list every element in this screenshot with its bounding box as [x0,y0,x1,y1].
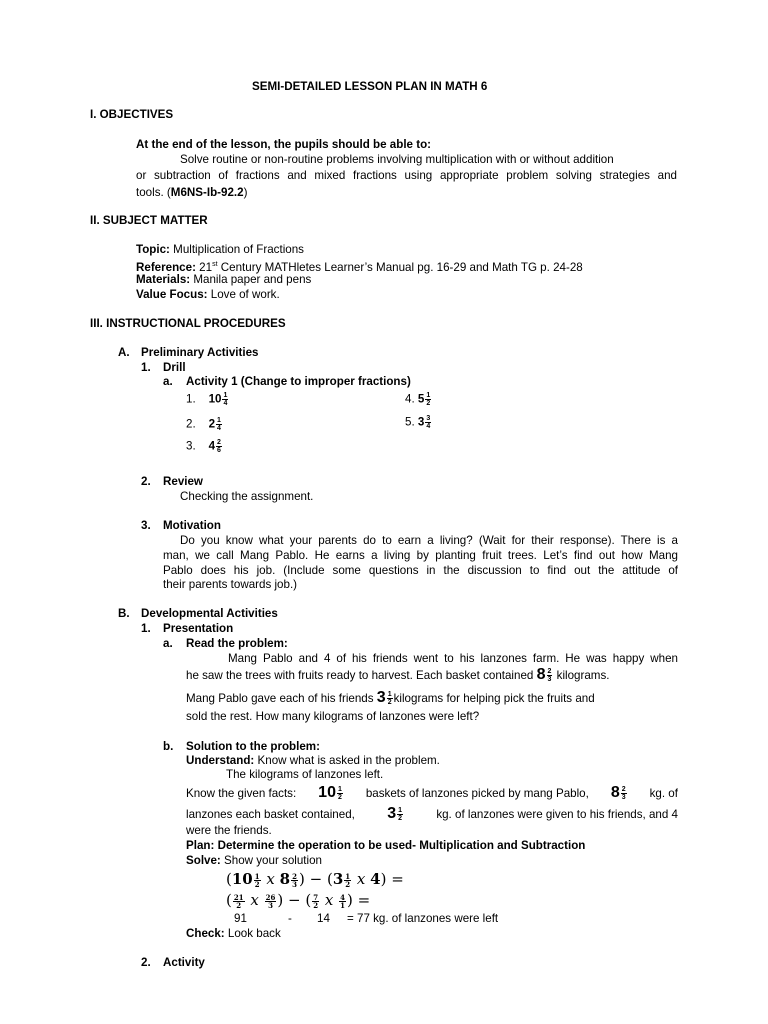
fraction: $\frac{1}{2}$ [387,691,392,707]
understand-label: Understand: [186,754,255,767]
activity-num: 2. [141,956,151,969]
reference-sup: st [212,261,218,268]
drill-item-fraction: $\frac{1}{4}$ [217,417,221,432]
facts-line-2b: kg. of lanzones were given to his friends, and 4 [436,807,678,821]
subject-matter-heading: II. SUBJECT MATTER [90,214,208,227]
topic-value: Multiplication of Fractions [173,243,304,256]
drill-num: 1. [141,361,151,374]
activity1-label: a. [163,375,173,388]
drill-title: Drill [163,361,186,374]
equation-line-2: ( $\frac{21}{2}$ x $\frac{26}{3}$ ) − ( $\frac{7}{2}$ x $\frac{4}{1}$ ) = [226,891,371,910]
objectives-line-3-pre: tools. ( [136,186,171,199]
result-a: 91 [234,912,247,925]
drill-item-1 [186,392,229,407]
objectives-line-3-post: ) [243,186,248,199]
drill-item-num: 2. [186,417,196,431]
objectives-line-1: Solve routine or non-routine problems involving multiplication with or without addition [180,153,614,166]
drill-item-whole: 2 [208,417,216,431]
drill-item-num: 3. [186,439,196,453]
drill-item-fraction: $\frac{1}{4}$ [223,392,228,407]
topic-label: Topic: [136,243,170,256]
drill-item-num: 4. [405,392,415,406]
review-title: Review [163,475,203,488]
motivation-line-1: Do you know what your parents do to earn a living? (Wait for their response). There is a [180,534,678,547]
problem-line-2a: he saw the trees with fruits ready to harvest. Each basket contained [186,669,534,682]
objectives-code: M6NS-Ib-92.2 [170,186,244,199]
mixed-whole: 3 [376,689,386,706]
problem-line-3a: Mang Pablo gave each of his friends [186,692,374,705]
solve-text: Show your solution [224,854,322,867]
check-line [186,927,281,941]
plan-line: Plan: Determine the operation to be used- Multiplication and Subtraction [186,839,586,852]
objectives-intro: At the end of the lesson, the pupils should be able to: [136,138,432,151]
drill-item-fraction: $\frac{1}{2}$ [426,392,431,407]
section-b-title: Developmental Activities [141,607,278,620]
problem-line-4: sold the rest. How many kilograms of lanzones were left? [186,710,480,723]
drill-item-3 [186,439,223,454]
review-text: Checking the assignment. [180,490,314,503]
motivation-line-3: Pablo does his job. (Include some questions in the discussion to find out the attitude of [163,564,678,577]
mixed-whole: 8 [610,784,620,801]
equation-line-1: (10 $\frac{1}{2}$ x 8 $\frac{2}{3}$ ) − (3 $\frac{1}{2}$ x 4) = [226,870,404,889]
section-a-title: Preliminary Activities [141,346,259,359]
facts-line-1b: baskets of lanzones picked by mang Pablo, [365,786,589,800]
problem-line-1: Mang Pablo and 4 of his friends went to his lanzones farm. He was happy when [228,652,678,665]
drill-item-whole: 5 [417,392,425,406]
drill-item-num: 5. [405,415,415,429]
objectives-line-3 [136,186,247,200]
understand-text: Know what is asked in the problem. [257,754,440,767]
check-text: Look back [227,927,281,940]
drill-item-4 [405,392,432,407]
drill-item-whole: 4 [208,439,216,453]
check-label: Check: [186,927,225,940]
review-num: 2. [141,475,151,488]
fraction: $\frac{1}{2}$ [337,786,342,802]
drill-item-fraction: $\frac{2}{6}$ [217,439,221,454]
reference-value: Century MATHletes Learner’s Manual pg. 16-29 and Math TG p. 24-28 [220,260,583,274]
result-text: = 77 kg. of lanzones were left [347,912,499,925]
presentation-title: Presentation [163,622,234,635]
value-label: Value Focus: [136,288,208,301]
page-title: SEMI-DETAILED LESSON PLAN IN MATH 6 [252,80,488,93]
materials-line [136,273,311,287]
problem-line-3b: kilograms for helping pick the fruits and [393,692,595,705]
facts-line-2 [186,807,678,822]
solution-title: Solution to the problem: [186,740,320,753]
fraction: $\frac{2}{3}$ [547,668,552,684]
read-label: a. [163,637,173,650]
activity-title: Activity [163,956,205,969]
understand-line-2: The kilograms of lanzones left. [226,768,384,781]
value-value: Love of work. [210,288,280,301]
problem-line-2b: kilograms. [556,669,610,682]
facts-line-2a: lanzones each basket contained, [186,807,355,821]
facts-line-1 [186,786,678,801]
understand-line [186,754,440,768]
motivation-title: Motivation [163,519,221,532]
section-b-label: B. [118,607,130,620]
mixed-whole: 8 [536,666,546,683]
result-minus: - [288,912,292,925]
reference-label: Reference: [136,260,196,274]
motivation-line-2: man, we call Mang Pablo. He earns a living by planting fruit trees. Let’s find out how Mang [163,549,678,562]
drill-item-fraction: $\frac{3}{4}$ [426,415,431,430]
fraction: $\frac{1}{2}$ [398,807,402,823]
drill-item-whole: 10 [208,392,222,406]
presentation-num: 1. [141,622,151,635]
result-b: 14 [317,912,330,925]
solve-label: Solve: [186,854,221,867]
facts-line-1c: kg. of [649,786,678,800]
reference-pre: 21 [199,260,213,274]
mixed-whole: 3 [387,805,397,822]
drill-item-whole: 3 [417,415,425,429]
procedures-heading: III. INSTRUCTIONAL PROCEDURES [90,317,286,330]
activity1-title: Activity 1 (Change to improper fractions) [186,375,411,388]
read-title: Read the problem: [186,637,288,650]
mixed-whole: 10 [318,784,336,801]
objectives-heading: I. OBJECTIVES [90,108,174,121]
motivation-line-4: their parents towards job.) [163,578,298,591]
drill-item-2 [186,417,223,432]
solve-line [186,854,322,868]
motivation-num: 3. [141,519,151,532]
problem-line-2 [186,668,609,683]
drill-item-5 [405,415,432,430]
materials-value: Manila paper and pens [193,273,312,286]
problem-line-3 [186,691,595,706]
drill-item-num: 1. [186,392,196,406]
materials-label: Materials: [136,273,191,286]
solution-label: b. [163,740,174,753]
topic-line [136,243,304,257]
value-line [136,288,280,302]
section-a-label: A. [118,346,130,359]
fraction: $\frac{2}{3}$ [621,786,626,802]
objectives-line-2: or subtraction of fractions and mixed fractions using appropriate problem solving strategies and [136,169,677,182]
facts-line-3: were the friends. [186,824,272,837]
facts-line-1a: Know the given facts: [186,786,297,800]
